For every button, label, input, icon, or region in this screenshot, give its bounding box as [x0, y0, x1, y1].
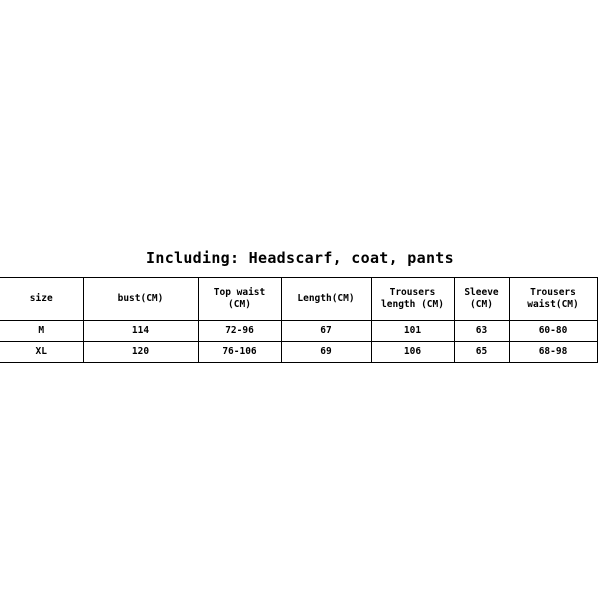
header-cell-top-waist: Top waist (CM) [198, 278, 281, 321]
header-cell-trousers-waist: Trousers waist(CM) [509, 278, 597, 321]
header-cell-bust: bust(CM) [83, 278, 198, 321]
cell-trousers-waist: 68-98 [509, 342, 597, 363]
cell-trousers-length: 101 [371, 321, 454, 342]
header-cell-sleeve: Sleeve (CM) [454, 278, 509, 321]
cell-size: XL [0, 342, 83, 363]
cell-top-waist: 72-96 [198, 321, 281, 342]
page-title: Including: Headscarf, coat, pants [146, 249, 454, 267]
header-cell-size: size [0, 278, 83, 321]
cell-trousers-waist: 60-80 [509, 321, 597, 342]
cell-bust: 114 [83, 321, 198, 342]
cell-sleeve: 63 [454, 321, 509, 342]
cell-bust: 120 [83, 342, 198, 363]
cell-length: 67 [281, 321, 371, 342]
cell-sleeve: 65 [454, 342, 509, 363]
cell-top-waist: 76-106 [198, 342, 281, 363]
cell-length: 69 [281, 342, 371, 363]
cell-size: M [0, 321, 83, 342]
header-cell-trousers-length: Trousers length (CM) [371, 278, 454, 321]
size-chart-table [0, 277, 598, 363]
table-row [0, 342, 597, 363]
table-row [0, 321, 597, 342]
header-cell-length: Length(CM) [281, 278, 371, 321]
table-header-row [0, 278, 597, 321]
cell-trousers-length: 106 [371, 342, 454, 363]
